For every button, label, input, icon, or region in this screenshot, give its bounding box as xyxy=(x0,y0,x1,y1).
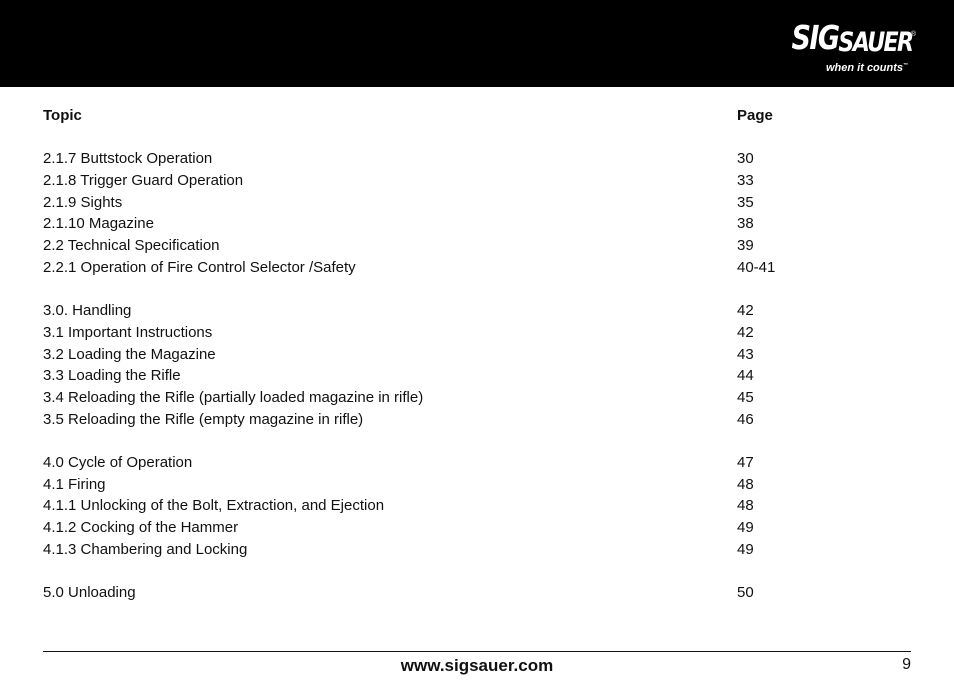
toc-entry[interactable] xyxy=(43,257,903,279)
toc-entry-page: 30 xyxy=(737,150,754,168)
toc-entry-page: 42 xyxy=(737,302,754,320)
logo-sig-text: SIG xyxy=(791,18,838,57)
toc-entry-page: 38 xyxy=(737,215,754,233)
toc-entry-page: 45 xyxy=(737,388,754,406)
toc-entry[interactable] xyxy=(43,582,903,604)
topic-column-header: Topic xyxy=(43,107,82,124)
toc-entry-page: 47 xyxy=(737,454,754,471)
toc-entry-topic: 2.1.8 Trigger Guard Operation xyxy=(43,172,244,190)
toc-entry-page: 33 xyxy=(737,172,754,190)
toc-spacer xyxy=(43,127,903,149)
registered-mark: ® xyxy=(910,31,916,38)
toc-entry-page: 42 xyxy=(737,323,754,341)
footer-website-link[interactable]: www.sigsauer.com xyxy=(400,656,554,675)
toc-entry-topic: 4.1.1 Unlocking of the Bolt, Extraction, and Ejection xyxy=(43,497,385,515)
table-of-contents xyxy=(43,105,903,604)
footer-divider xyxy=(43,651,911,652)
toc-header-row xyxy=(43,105,903,127)
logo-tagline xyxy=(826,62,908,74)
toc-entry[interactable] xyxy=(43,495,903,517)
toc-entry-page: 46 xyxy=(737,410,754,428)
toc-entry[interactable] xyxy=(43,213,903,235)
toc-entry[interactable] xyxy=(43,192,903,214)
toc-entry[interactable] xyxy=(43,170,903,192)
toc-entry[interactable] xyxy=(43,474,903,496)
toc-entry-topic: 4.1 Firing xyxy=(43,475,106,493)
logo-wordmark xyxy=(791,18,912,58)
toc-entry[interactable] xyxy=(43,148,903,170)
toc-spacer xyxy=(43,279,903,301)
toc-entry-page: 39 xyxy=(737,237,754,255)
toc-entry-topic: 3.0. Handling xyxy=(43,302,132,320)
toc-entry-topic: 3.4 Reloading the Rifle (partially loaded magazine in rifle) xyxy=(43,388,424,406)
toc-entry-topic: 4.1.3 Chambering and Locking xyxy=(43,540,248,558)
toc-entry-topic: 4.0 Cycle of Operation xyxy=(43,454,193,471)
toc-entry-topic: 3.2 Loading the Magazine xyxy=(43,345,216,363)
toc-entry-topic: 3.5 Reloading the Rifle (empty magazine in rifle) xyxy=(43,410,364,428)
toc-entry[interactable] xyxy=(43,517,903,539)
toc-entry-topic: 3.1 Important Instructions xyxy=(43,323,213,341)
toc-entry-topic: 2.2.1 Operation of Fire Control Selector /Safety xyxy=(43,258,356,276)
logo-tagline-text: when it counts xyxy=(826,62,903,74)
toc-entry-page: 35 xyxy=(737,193,754,211)
logo-sauer-text: SAUER xyxy=(837,27,912,58)
toc-entry-page: 49 xyxy=(737,519,754,537)
toc-entry[interactable] xyxy=(43,235,903,257)
toc-spacer xyxy=(43,560,903,582)
toc-entry-page: 40-41 xyxy=(737,258,776,276)
toc-spacer xyxy=(43,430,903,452)
toc-entry[interactable] xyxy=(43,387,903,409)
toc-entry-page: 48 xyxy=(737,475,754,493)
toc-entry[interactable] xyxy=(43,344,903,366)
toc-entry-topic: 2.2 Technical Specification xyxy=(43,237,220,255)
toc-entry[interactable] xyxy=(43,452,903,474)
toc-entry[interactable] xyxy=(43,365,903,387)
toc-entry-topic: 2.1.9 Sights xyxy=(43,193,123,211)
toc-entry-page: 48 xyxy=(737,497,754,515)
toc-entry-page: 50 xyxy=(737,584,754,602)
toc-entry[interactable] xyxy=(43,539,903,561)
toc-entry-page: 44 xyxy=(737,367,754,385)
toc-entry-page: 49 xyxy=(737,540,754,558)
toc-entry-topic: 2.1.7 Buttstock Operation xyxy=(43,150,213,168)
toc-entry[interactable] xyxy=(43,300,903,322)
toc-entry-page: 43 xyxy=(737,345,754,363)
toc-entry[interactable] xyxy=(43,322,903,344)
sig-sauer-logo xyxy=(772,18,916,78)
header-bar xyxy=(0,0,954,87)
toc-entry-topic: 3.3 Loading the Rifle xyxy=(43,367,181,385)
toc-entry-topic: 4.1.2 Cocking of the Hammer xyxy=(43,519,239,537)
page-column-header: Page xyxy=(737,107,773,124)
toc-entry-topic: 2.1.10 Magazine xyxy=(43,215,154,233)
page-number: 9 xyxy=(902,656,911,673)
toc-entry-topic: 5.0 Unloading xyxy=(43,584,136,602)
trademark-mark: ™ xyxy=(903,62,908,69)
toc-entry[interactable] xyxy=(43,409,903,431)
